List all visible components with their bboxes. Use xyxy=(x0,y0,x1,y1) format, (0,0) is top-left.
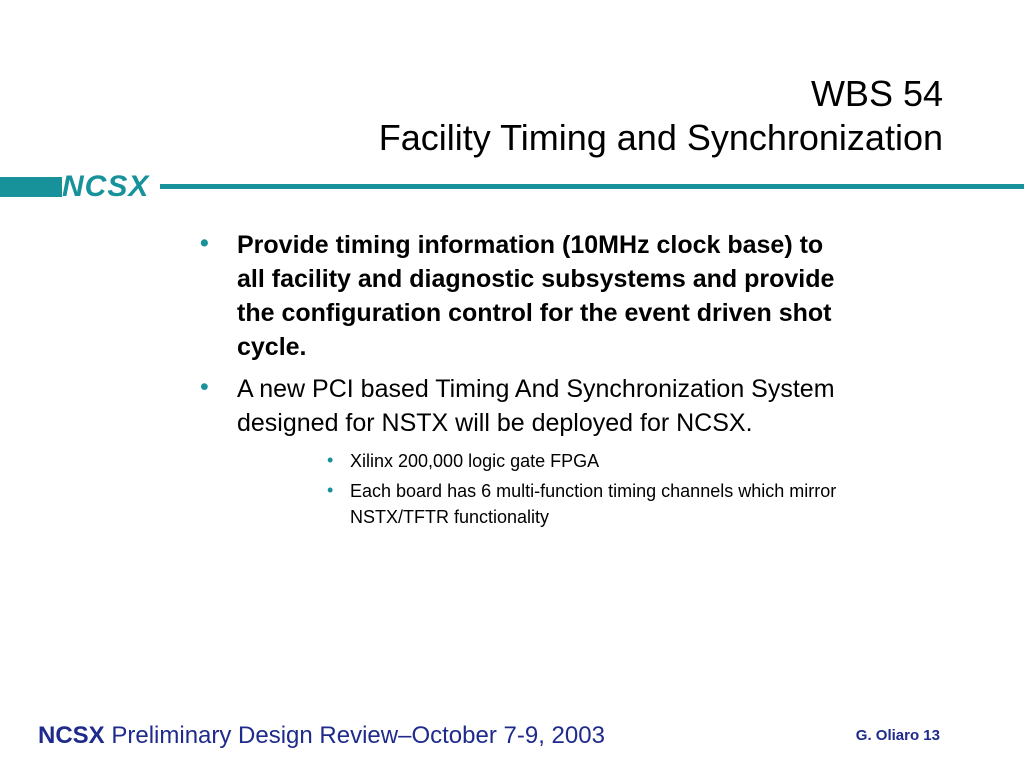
header-rule-line xyxy=(160,184,1024,189)
title-line-2: Facility Timing and Synchronization xyxy=(378,117,943,158)
bullet-item xyxy=(200,372,840,440)
ncsx-logo: NCSX xyxy=(62,170,150,203)
bullet-item xyxy=(200,228,840,364)
bullet-text: Provide timing information (10MHz clock base) to all facility and diagnostic subsystems and provide the configuration control for the event driven shot cycle. xyxy=(237,231,835,361)
header-rule-band xyxy=(0,177,62,197)
slide-title xyxy=(379,72,943,160)
bullet-dot-icon: • xyxy=(200,229,209,257)
sub-bullet-text: Xilinx 200,000 logic gate FPGA xyxy=(350,451,600,471)
sub-bullet-item xyxy=(327,448,840,474)
title-line-1: WBS 54 xyxy=(810,73,943,114)
bullet-text: A new PCI based Timing And Synchronization System designed for NSTX will be deployed for NCSX. xyxy=(237,375,835,437)
footer-caption xyxy=(38,722,605,750)
sub-bullet-dot-icon: • xyxy=(327,450,334,470)
footer-brand: NCSX xyxy=(38,722,105,749)
sub-bullet-item xyxy=(327,478,840,530)
sub-bullet-dot-icon: • xyxy=(327,480,334,500)
sub-bullet-text: Each board has 6 multi-function timing channels which mirror NSTX/TFTR functionality xyxy=(350,481,837,527)
footer-author-page: G. Oliaro 13 xyxy=(855,727,940,744)
footer-text: Preliminary Design Review–October 7-9, 2003 xyxy=(104,722,605,749)
slide-body xyxy=(200,228,840,530)
bullet-dot-icon: • xyxy=(200,373,209,401)
